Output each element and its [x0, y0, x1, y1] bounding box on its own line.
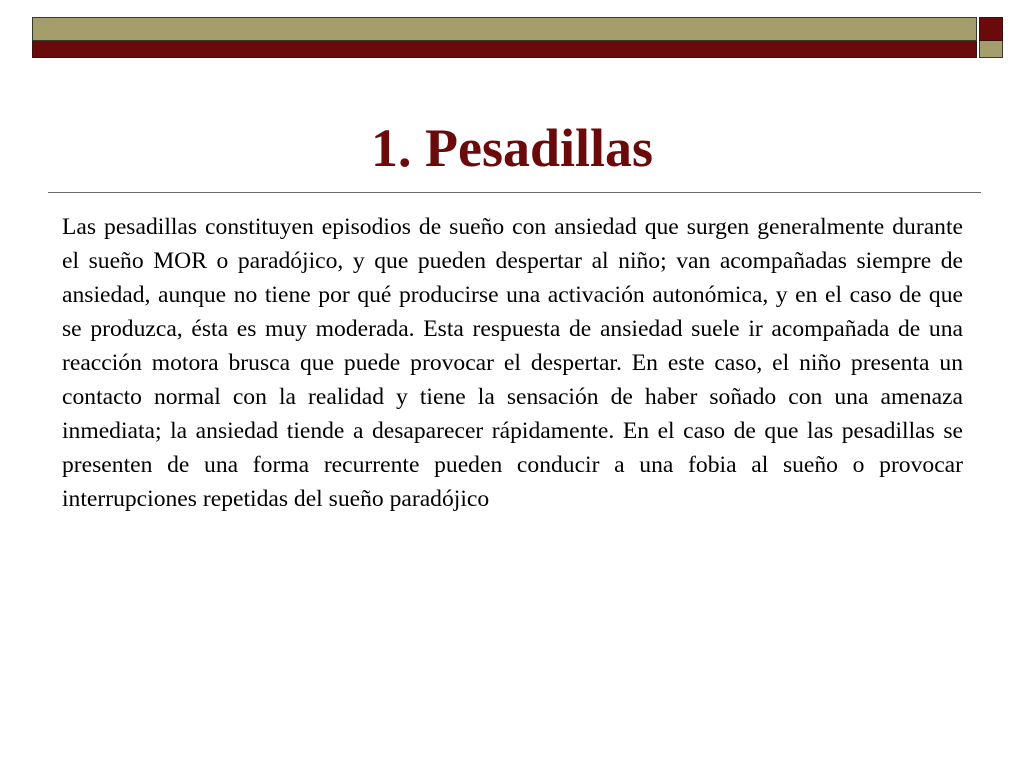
- header-square-maroon: [979, 17, 1003, 41]
- slide-title: 1. Pesadillas: [370, 118, 654, 178]
- slide-body-text: Las pesadillas constituyen episodios de sueño con ansiedad que surgen generalmente durante el sueño MOR o paradójico, y que pueden despertar al niño; van acompañadas siempre de ansiedad, aunque no tiene por qué producirse una activación autonómica, y en el caso de que se produzca, ésta es muy moderada. Esta respuesta de ansiedad suele ir acompañada de una reacción motora brusca que puede provocar el despertar. En este caso, el niño presenta un contacto normal con la realidad y tiene la sensación de haber soñado con una amenaza inmediata; la ansiedad tiende a desaparecer rápidamente. En el caso de que las pesadillas se presenten de una forma recurrente pueden conducir a una fobia al sueño o provocar interrupciones repetidas del sueño paradójico: [62, 214, 963, 512]
- header-band-olive: [32, 17, 977, 41]
- title-divider: [48, 192, 981, 193]
- header-square-olive: [979, 41, 1003, 58]
- header-band-maroon: [32, 41, 977, 58]
